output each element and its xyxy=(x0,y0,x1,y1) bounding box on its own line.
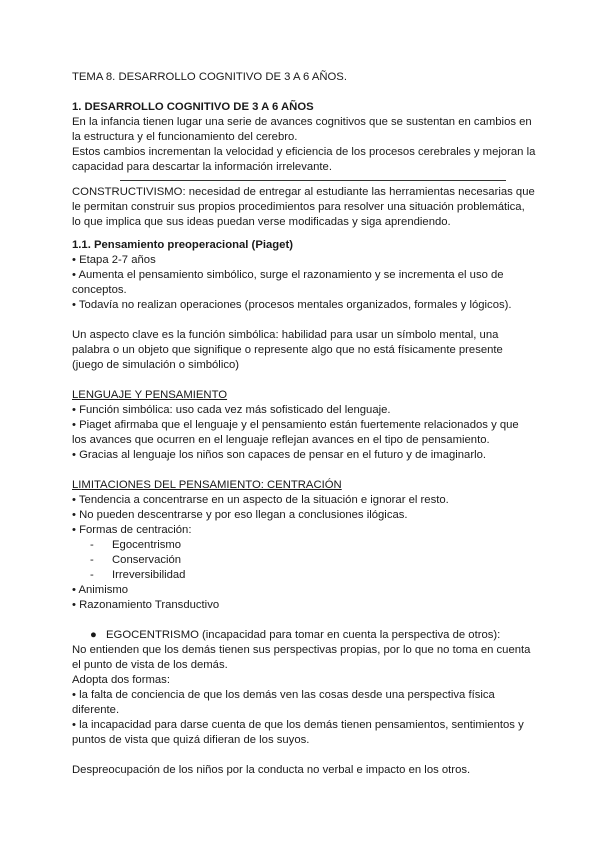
filled-circle-bullet-icon: ● xyxy=(90,629,97,641)
text-line: la estructura y el funcionamiento del cerebro. xyxy=(72,131,298,143)
bullet-item: • Gracias al lenguaje los niños son capaces de pensar en el futuro y de imaginarlo. xyxy=(72,449,487,461)
text-line: le permitan construir sus propios procedimientos para resolver una situación problemática, xyxy=(72,201,525,213)
section-1-1-heading: 1.1. Pensamiento preoperacional (Piaget) xyxy=(72,239,293,251)
document-page xyxy=(72,70,534,778)
bullet-item: • Etapa 2-7 años xyxy=(72,254,156,266)
text-line: CONSTRUCTIVISMO: necesidad de entregar al estudiante las herramientas necesarias que xyxy=(72,186,535,198)
text-line: Estos cambios incrementan la velocidad y eficiencia de los procesos cerebrales y mejoran la xyxy=(72,146,536,158)
document-title: TEMA 8. DESARROLLO COGNITIVO DE 3 A 6 AÑOS. xyxy=(72,71,347,83)
text-line: Un aspecto clave es la función simbólica: habilidad para usar un símbolo mental, una xyxy=(72,329,499,341)
bullet-item: • la incapacidad para darse cuenta de que los demás tienen pensamientos, sentimientos y xyxy=(72,719,524,731)
closing-text: Despreocupación de los niños por la conducta no verbal e impacto en los otros. xyxy=(72,764,471,776)
text-line: el punto de vista de los demás. xyxy=(72,659,228,671)
bullet-item: • Todavía no realizan operaciones (procesos mentales organizados, formales y lógicos). xyxy=(72,299,512,311)
text-line: capacidad para descartar la información irrelevante. xyxy=(72,161,332,173)
bullet-item: • Función simbólica: uso cada vez más sofisticado del lenguaje. xyxy=(72,404,391,416)
text-line: lo que implica que sus ideas puedan verse modificadas y siga aprendiendo. xyxy=(72,216,451,228)
dash-marker: - xyxy=(90,539,94,551)
limitaciones-heading: LIMITACIONES DEL PENSAMIENTO: CENTRACIÓN xyxy=(72,479,342,491)
bullet-item: • Piaget afirmaba que el lenguaje y el pensamiento están fuertemente relacionados y que xyxy=(72,419,519,431)
lenguaje-heading: LENGUAJE Y PENSAMIENTO xyxy=(72,389,228,401)
dash-list-item: - Irreversibilidad xyxy=(90,569,186,581)
section-1-heading: 1. DESARROLLO COGNITIVO DE 3 A 6 AÑOS xyxy=(72,101,314,113)
dash-marker: - xyxy=(90,569,94,581)
bullet-item: puntos de vista que quizá difieran de los suyos. xyxy=(72,734,310,746)
text-line: Adopta dos formas: xyxy=(72,674,170,686)
dash-list-item: - Egocentrismo xyxy=(90,539,182,551)
bullet-item: • Aumenta el pensamiento simbólico, surge el razonamiento y se incrementa el uso de xyxy=(72,269,504,281)
dash-marker: - xyxy=(90,554,94,566)
bullet-item: diferente. xyxy=(72,704,120,716)
bullet-item: • No pueden descentrarse y por eso llegan a conclusiones ilógicas. xyxy=(72,509,408,521)
text-line: No entienden que los demás tienen sus perspectivas propias, por lo que no toma en cuenta xyxy=(72,644,531,656)
bullet-item: • Tendencia a concentrarse en un aspecto de la situación e ignorar el resto. xyxy=(72,494,449,506)
bullet-item: • Animismo xyxy=(72,584,129,596)
text-line: palabra o un objeto que signifique o represente algo que no está físicamente presente xyxy=(72,344,503,356)
egocentrismo-heading: ● EGOCENTRISMO (incapacidad para tomar en cuenta la perspectiva de otros): xyxy=(90,629,501,641)
bullet-item: • Razonamiento Transductivo xyxy=(72,599,220,611)
horizontal-rule xyxy=(72,175,534,185)
text-line: (juego de simulación o simbólico) xyxy=(72,359,240,371)
bullet-item: • la falta de conciencia de que los demás ven las cosas desde una perspectiva física xyxy=(72,689,495,701)
bullet-item: • Formas de centración: xyxy=(72,524,192,536)
bullet-item: conceptos. xyxy=(72,284,127,296)
bullet-item: los avances que ocurren en el lenguaje reflejan avances en el tipo de pensamiento. xyxy=(72,434,490,446)
text-line: En la infancia tienen lugar una serie de avances cognitivos que se sustentan en cambios en xyxy=(72,116,532,128)
dash-list-item: - Conservación xyxy=(90,554,182,566)
